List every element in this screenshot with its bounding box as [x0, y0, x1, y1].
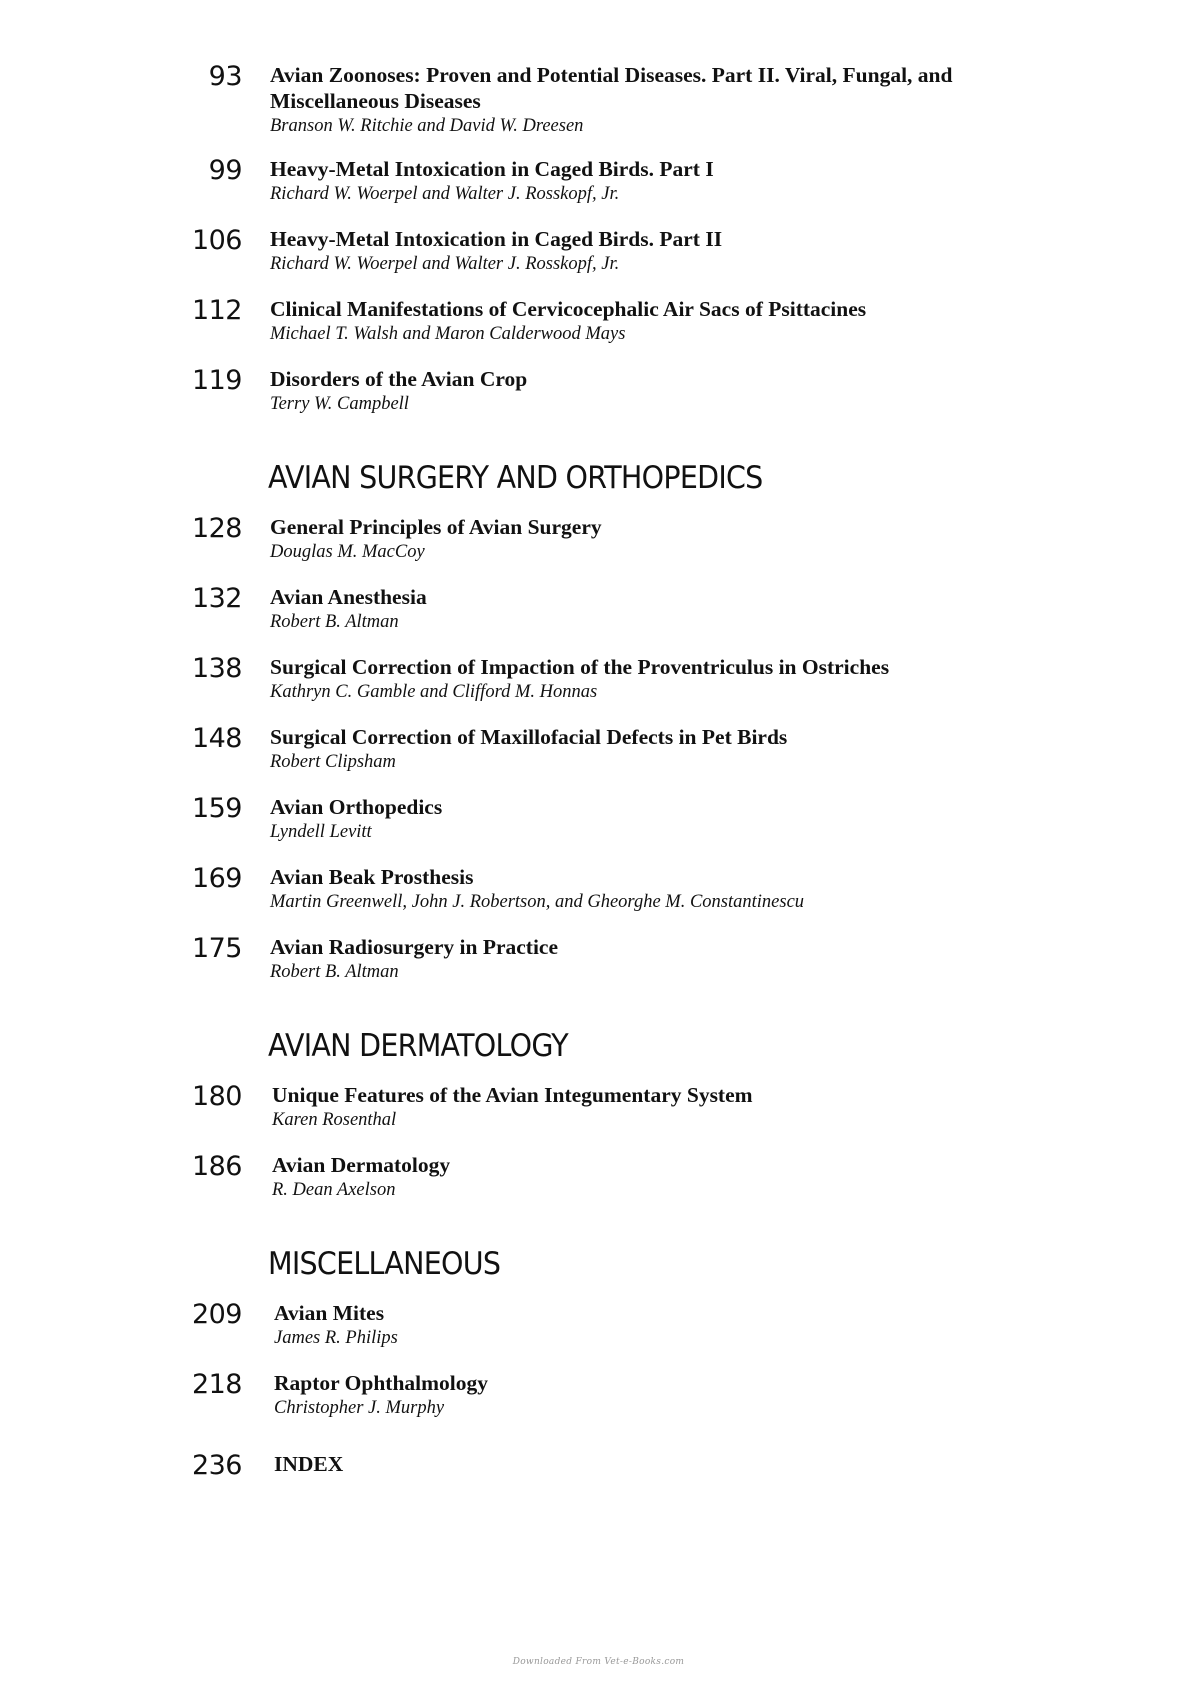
toc-entry-author: Richard W. Woerpel and Walter J. Rosskopf, Jr.	[270, 184, 620, 204]
toc-entry-title: Unique Features of the Avian Integumentary System	[272, 1083, 753, 1107]
toc-entry-author: Robert Clipsham	[270, 752, 396, 772]
toc-entry-title: General Principles of Avian Surgery	[270, 515, 602, 539]
toc-entry-author: Karen Rosenthal	[272, 1110, 397, 1130]
toc-entry-title: Heavy-Metal Intoxication in Caged Birds. Part I	[270, 157, 714, 181]
toc-page-number: 180	[191, 1081, 242, 1112]
toc-entry-author: Lyndell Levitt	[270, 822, 372, 842]
toc-entry-title: Clinical Manifestations of Cervicocephalic Air Sacs of Psittacines	[270, 297, 867, 321]
toc-page-number: 159	[191, 793, 242, 824]
toc-entry-author: Martin Greenwell, John J. Robertson, and Gheorghe M. Constantinescu	[270, 892, 805, 912]
toc-page-number: 106	[191, 225, 242, 256]
toc-entry-author: Christopher J. Murphy	[274, 1398, 445, 1418]
toc-entry-author: Richard W. Woerpel and Walter J. Rosskopf, Jr.	[270, 254, 620, 274]
toc-page-number: 236	[191, 1450, 242, 1481]
toc-page-number: 186	[191, 1151, 242, 1182]
toc-entry-title: Avian Mites	[274, 1301, 385, 1325]
toc-entry-title: Avian Orthopedics	[270, 795, 443, 819]
toc-page-number: 175	[191, 933, 242, 964]
toc-page-number: 148	[191, 723, 242, 754]
toc-page-number: 169	[191, 863, 242, 894]
toc-page-number: 99	[208, 155, 242, 186]
section-heading-surgery: AVIAN SURGERY AND ORTHOPEDICS	[268, 460, 763, 496]
section-heading-miscellaneous: MISCELLANEOUS	[268, 1246, 501, 1282]
toc-entry-title: Avian Dermatology	[272, 1153, 451, 1177]
toc-entry-title: Surgical Correction of Impaction of the Proventriculus in Ostriches	[270, 655, 890, 679]
toc-entry-title: Disorders of the Avian Crop	[270, 367, 528, 391]
toc-entry-title: Surgical Correction of Maxillofacial Defects in Pet Birds	[270, 725, 788, 749]
toc-entry-title: Avian Anesthesia	[270, 585, 427, 609]
toc-entry-author: Terry W. Campbell	[270, 394, 409, 414]
toc-entry-title: Avian Zoonoses: Proven and Potential Diseases. Part II. Viral, Fungal, and	[270, 63, 953, 87]
toc-entry-title-continued: Miscellaneous Diseases	[270, 89, 481, 113]
toc-page-number: 112	[191, 295, 242, 326]
toc-entry-author: R. Dean Axelson	[272, 1180, 396, 1200]
section-heading-dermatology: AVIAN DERMATOLOGY	[268, 1028, 569, 1064]
toc-entry-author: Douglas M. MacCoy	[270, 542, 425, 562]
toc-entry-author: James R. Philips	[274, 1328, 398, 1348]
toc-entry-author: Kathryn C. Gamble and Clifford M. Honnas	[270, 682, 598, 702]
toc-entry-author: Michael T. Walsh and Maron Calderwood Mays	[270, 324, 626, 344]
toc-page-number: 128	[191, 513, 242, 544]
toc-entry-author: Robert B. Altman	[270, 612, 399, 632]
toc-page-number: 119	[191, 365, 242, 396]
toc-page-number: 138	[191, 653, 242, 684]
toc-entry-author: Branson W. Ritchie and David W. Dreesen	[270, 116, 584, 136]
toc-entry-title: Heavy-Metal Intoxication in Caged Birds. Part II	[270, 227, 723, 251]
toc-entry-title: Avian Radiosurgery in Practice	[270, 935, 559, 959]
toc-page-number: 209	[191, 1299, 242, 1330]
toc-page-number: 218	[191, 1369, 242, 1400]
download-watermark: Downloaded From Vet-e-Books.com	[512, 1657, 685, 1667]
toc-entry-title: Raptor Ophthalmology	[274, 1371, 489, 1395]
toc-entry-author: Robert B. Altman	[270, 962, 399, 982]
toc-page-number: 93	[208, 61, 242, 92]
toc-entry-title: INDEX	[274, 1452, 344, 1476]
toc-entry-title: Avian Beak Prosthesis	[270, 865, 474, 889]
toc-page-number: 132	[191, 583, 242, 614]
